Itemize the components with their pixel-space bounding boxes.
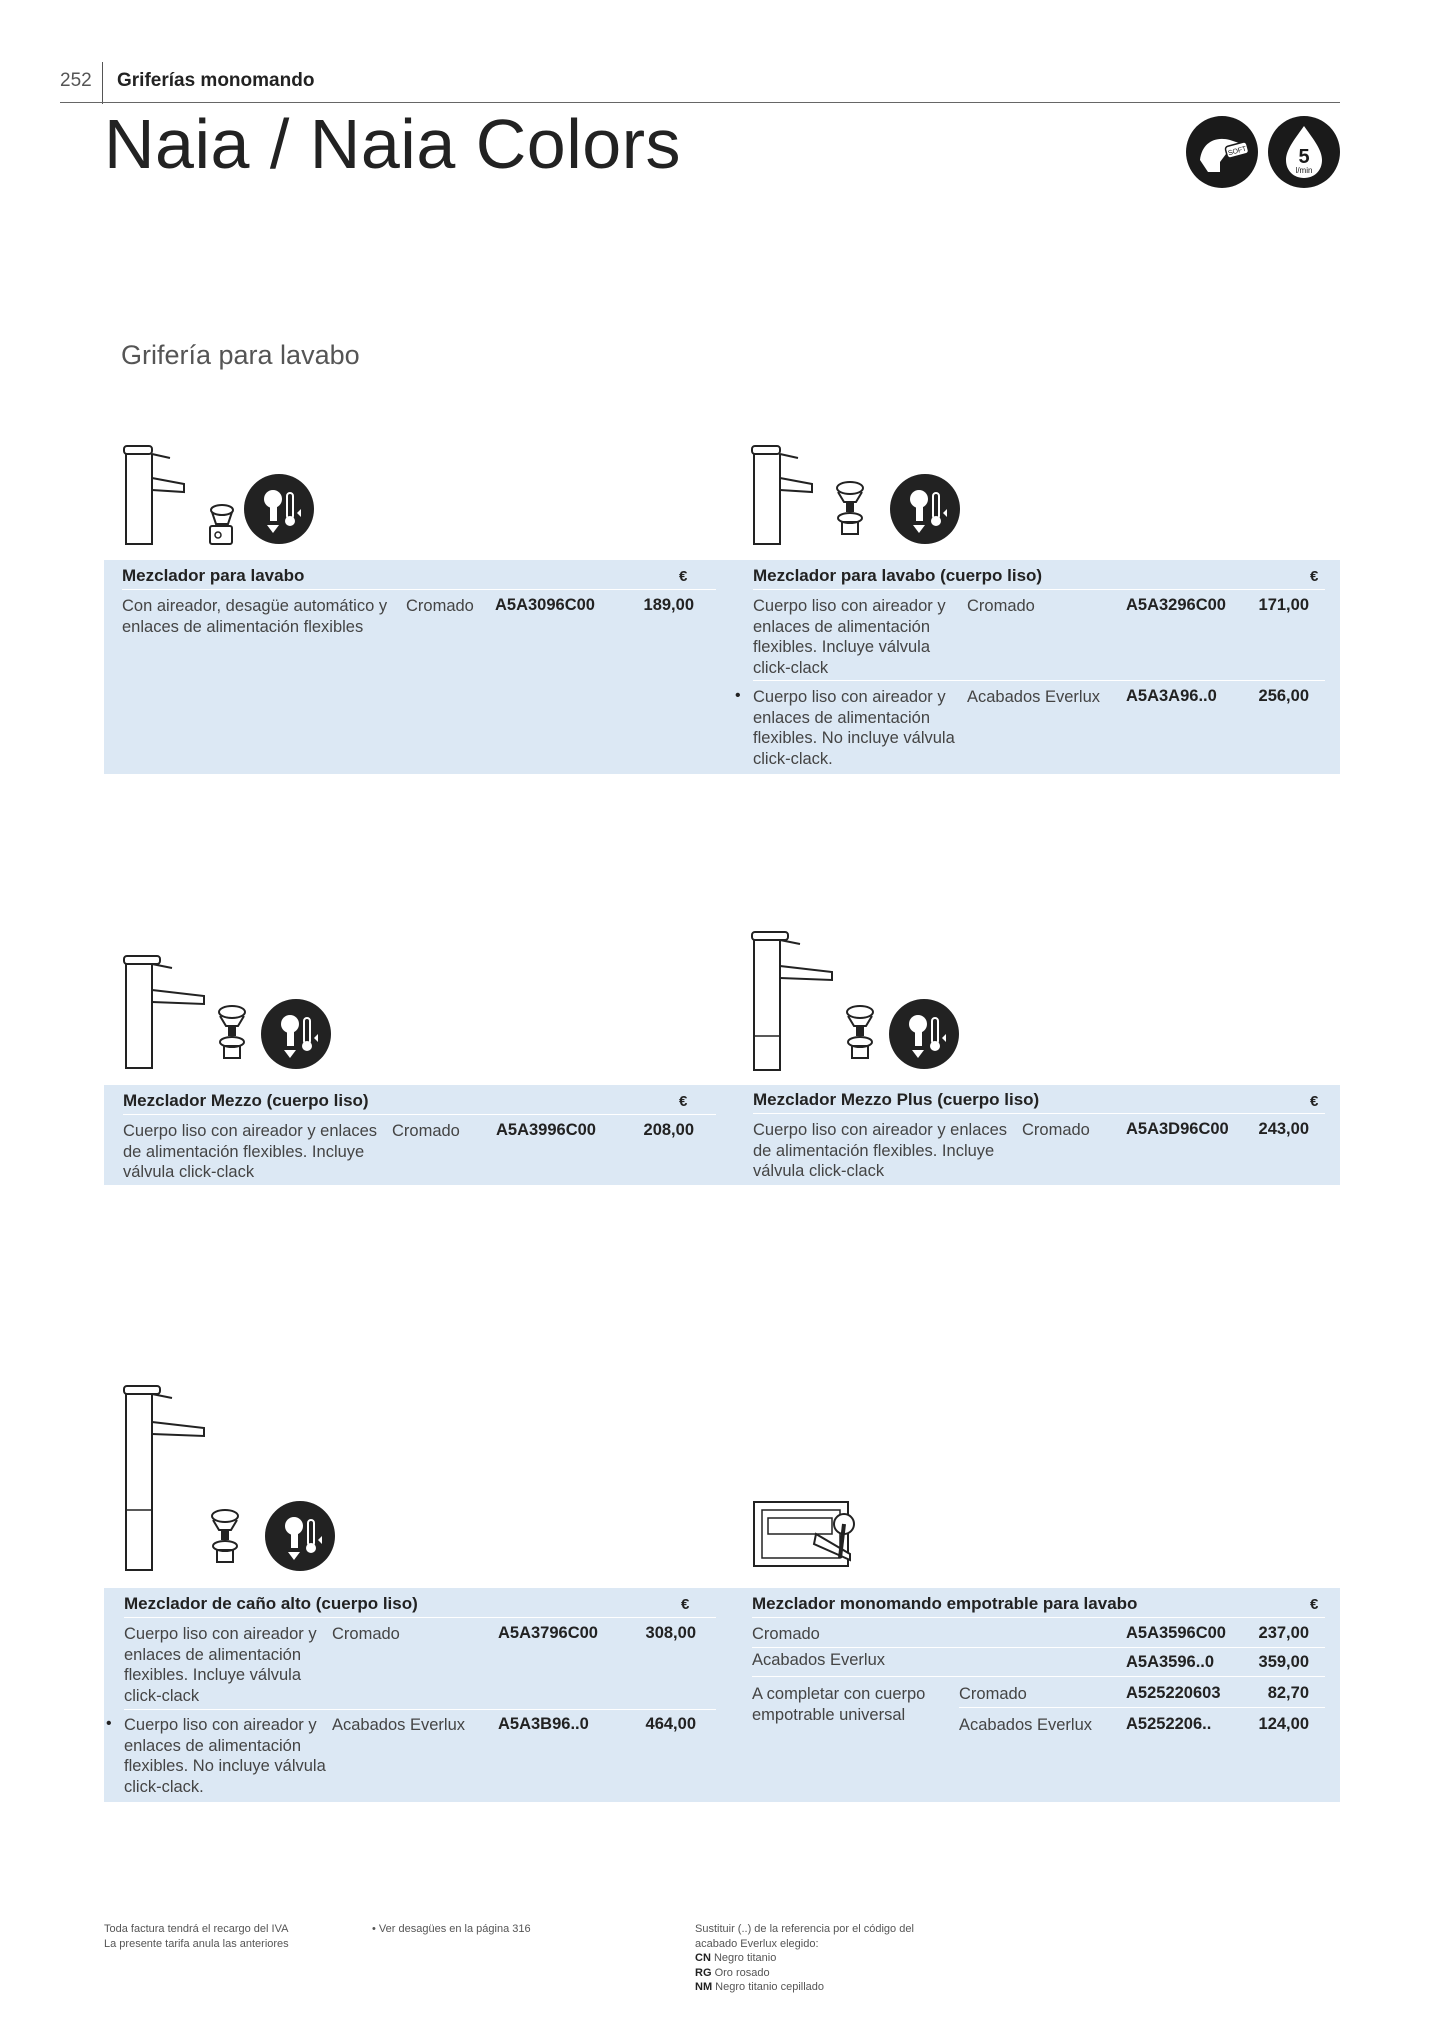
row-description: Cuerpo liso con aireador y enlaces de alimentación flexibles. Incluye válvula click-clack: [123, 1122, 378, 1181]
page-title: Naia / Naia Colors: [104, 105, 681, 183]
section-title: Griferías monomando: [117, 70, 315, 91]
footer-line: acabado Everlux elegido:: [695, 1937, 819, 1950]
row-price: 359,00: [1258, 1653, 1309, 1671]
soft-label: SOFT: [1227, 145, 1248, 158]
currency-symbol: €: [1310, 1093, 1319, 1110]
title-rule: [753, 1113, 1325, 1114]
currency-symbol: €: [1310, 1596, 1319, 1613]
currency-symbol: €: [1310, 568, 1319, 585]
thermo-cold-start-icon: [889, 473, 961, 545]
row-price: 124,00: [1258, 1715, 1309, 1733]
thermo-cold-start-icon: [888, 998, 960, 1070]
product-card-basin-mixer: [104, 560, 734, 774]
header-rule: [60, 102, 1340, 103]
click-clack-valve-icon: [205, 1508, 245, 1568]
click-clack-valve-icon: [830, 480, 870, 540]
subtitle: Grifería para lavabo: [121, 340, 360, 370]
row-bullet: •: [735, 687, 741, 704]
product-card-mezzo-mixer: [104, 1085, 734, 1185]
water-drop-icon: [1268, 116, 1340, 188]
product-title: Mezclador para lavabo (cuerpo liso): [753, 566, 1043, 585]
product-card-basin-mixer-smooth: [734, 560, 1340, 774]
footer-drain-text: Ver desagües en la página 316: [378, 1923, 531, 1935]
row-reference: A5A3B96..0: [498, 1715, 589, 1733]
row-description: Cuerpo liso con aireador y enlaces de alimentación flexibles. No incluye válvula click-clack.: [753, 688, 955, 768]
row-finish: Cromado: [1022, 1121, 1090, 1139]
row-reference: A5A3996C00: [496, 1121, 596, 1139]
row-price: 82,70: [1267, 1684, 1309, 1702]
row-divider: [752, 1647, 1325, 1648]
row-price: 308,00: [645, 1624, 696, 1642]
finish-name: Negro titanio: [713, 1952, 777, 1964]
thermo-cold-start-icon: [260, 998, 332, 1070]
row-description: Cuerpo liso con aireador y enlaces de alimentación flexibles. Incluye válvula click-clack: [124, 1625, 317, 1705]
row-description: A completar con cuerpo empotrable universal: [752, 1685, 926, 1724]
row-divider: [752, 1676, 1325, 1677]
row-reference: A5A3096C00: [495, 596, 595, 614]
row-price: 189,00: [643, 596, 694, 614]
row-price: 171,00: [1258, 596, 1309, 614]
row-price: 256,00: [1258, 687, 1309, 705]
row-finish: Cromado: [967, 597, 1035, 615]
title-rule: [122, 589, 716, 590]
thermo-cold-start-icon: [264, 1500, 336, 1572]
title-rule: [123, 1114, 716, 1115]
row-description: Cuerpo liso con aireador y enlaces de alimentación flexibles. Incluye válvula click-clack: [753, 1121, 1008, 1180]
row-reference: A5252206..: [1126, 1715, 1212, 1733]
tall-mixer-illustration: [118, 1380, 218, 1575]
row-reference: A525220603: [1126, 1684, 1221, 1702]
product-title: Mezclador para lavabo: [122, 566, 305, 585]
finish-code: RG: [695, 1966, 712, 1979]
finish-name: Negro titanio cepillado: [715, 1981, 825, 1993]
row-finish: Cromado: [959, 1685, 1027, 1703]
product-title: Mezclador Mezzo Plus (cuerpo liso): [753, 1090, 1040, 1109]
product-title: Mezclador monomando empotrable para lavabo: [752, 1594, 1138, 1613]
row-finish: Cromado: [332, 1625, 400, 1643]
row-description: Cromado: [752, 1625, 820, 1643]
product-title: Mezclador de caño alto (cuerpo liso): [124, 1594, 418, 1613]
row-price: 237,00: [1258, 1624, 1309, 1642]
title-rule: [124, 1617, 716, 1618]
product-card-wall-mixer: [734, 1588, 1340, 1802]
footer-bullet: •: [372, 1923, 376, 1935]
row-price: 464,00: [645, 1715, 696, 1733]
mezzo-plus-mixer-illustration: [746, 926, 846, 1076]
row-reference: A5A3596..0: [1126, 1653, 1215, 1671]
row-reference: A5A3596C00: [1126, 1624, 1226, 1642]
row-reference: A5A3D96C00: [1126, 1120, 1229, 1138]
flow-unit: l/min: [1295, 166, 1313, 175]
click-clack-valve-icon: [840, 1004, 880, 1064]
finish-code: CN: [695, 1952, 711, 1964]
currency-symbol: €: [679, 1093, 688, 1110]
row-price: 208,00: [643, 1121, 694, 1139]
row-description: Con aireador, desagüe automático y enlaces de alimentación flexibles: [122, 597, 388, 636]
row-reference: A5A3296C00: [1126, 596, 1226, 614]
row-finish: Cromado: [406, 597, 474, 615]
row-finish: Acabados Everlux: [332, 1716, 465, 1734]
product-title: Mezclador Mezzo (cuerpo liso): [123, 1091, 369, 1110]
footer-line: Sustituir (..) de la referencia por el código del: [695, 1923, 914, 1935]
footer-line: La presente tarifa anula las anteriores: [104, 1937, 289, 1950]
currency-symbol: €: [681, 1596, 690, 1613]
automatic-drain-icon: [200, 500, 240, 550]
row-description: Cuerpo liso con aireador y enlaces de alimentación flexibles. No incluye válvula click-clack.: [124, 1716, 326, 1796]
product-card-mezzo-plus-mixer: [734, 1085, 1340, 1185]
finish-code-row: [695, 1966, 914, 1981]
thermo-cold-start-icon: [243, 473, 315, 545]
row-price: 243,00: [1258, 1120, 1309, 1138]
footer-line: Toda factura tendrá el recargo del IVA: [104, 1923, 289, 1935]
finish-code: NM: [695, 1981, 713, 1993]
title-rule: [752, 1617, 1325, 1618]
finish-name: Oro rosado: [714, 1966, 770, 1979]
finish-code-row: [695, 1980, 914, 1995]
row-finish: Acabados Everlux: [967, 688, 1100, 706]
currency-symbol: €: [679, 568, 688, 585]
wall-mounted-mixer-illustration: [752, 1494, 862, 1574]
row-reference: A5A3A96..0: [1126, 687, 1217, 705]
row-divider: [753, 680, 1325, 681]
page-number: 252: [60, 70, 92, 91]
flow-value: 5: [1298, 146, 1310, 168]
footer-iva-note: [104, 1922, 289, 1951]
row-description: Acabados Everlux: [752, 1651, 885, 1669]
row-reference: A5A3796C00: [498, 1624, 598, 1642]
soft-icon: [1186, 116, 1258, 188]
mezzo-mixer-illustration: [118, 950, 218, 1075]
finish-code-row: [695, 1951, 914, 1966]
footer-drain-note: [372, 1922, 531, 1937]
product-card-tall-mixer: [104, 1588, 734, 1802]
click-clack-valve-icon: [212, 1004, 252, 1064]
row-description: Cuerpo liso con aireador y enlaces de alimentación flexibles. Incluye válvula click-clack: [753, 597, 946, 677]
footer-everlux-note: [695, 1922, 914, 1995]
row-divider: [959, 1707, 1325, 1708]
header-divider: [102, 62, 103, 104]
row-bullet: •: [106, 1715, 112, 1732]
row-divider: [124, 1709, 716, 1710]
row-finish: Cromado: [392, 1122, 460, 1140]
title-rule: [753, 589, 1325, 590]
row-finish: Acabados Everlux: [959, 1716, 1092, 1734]
